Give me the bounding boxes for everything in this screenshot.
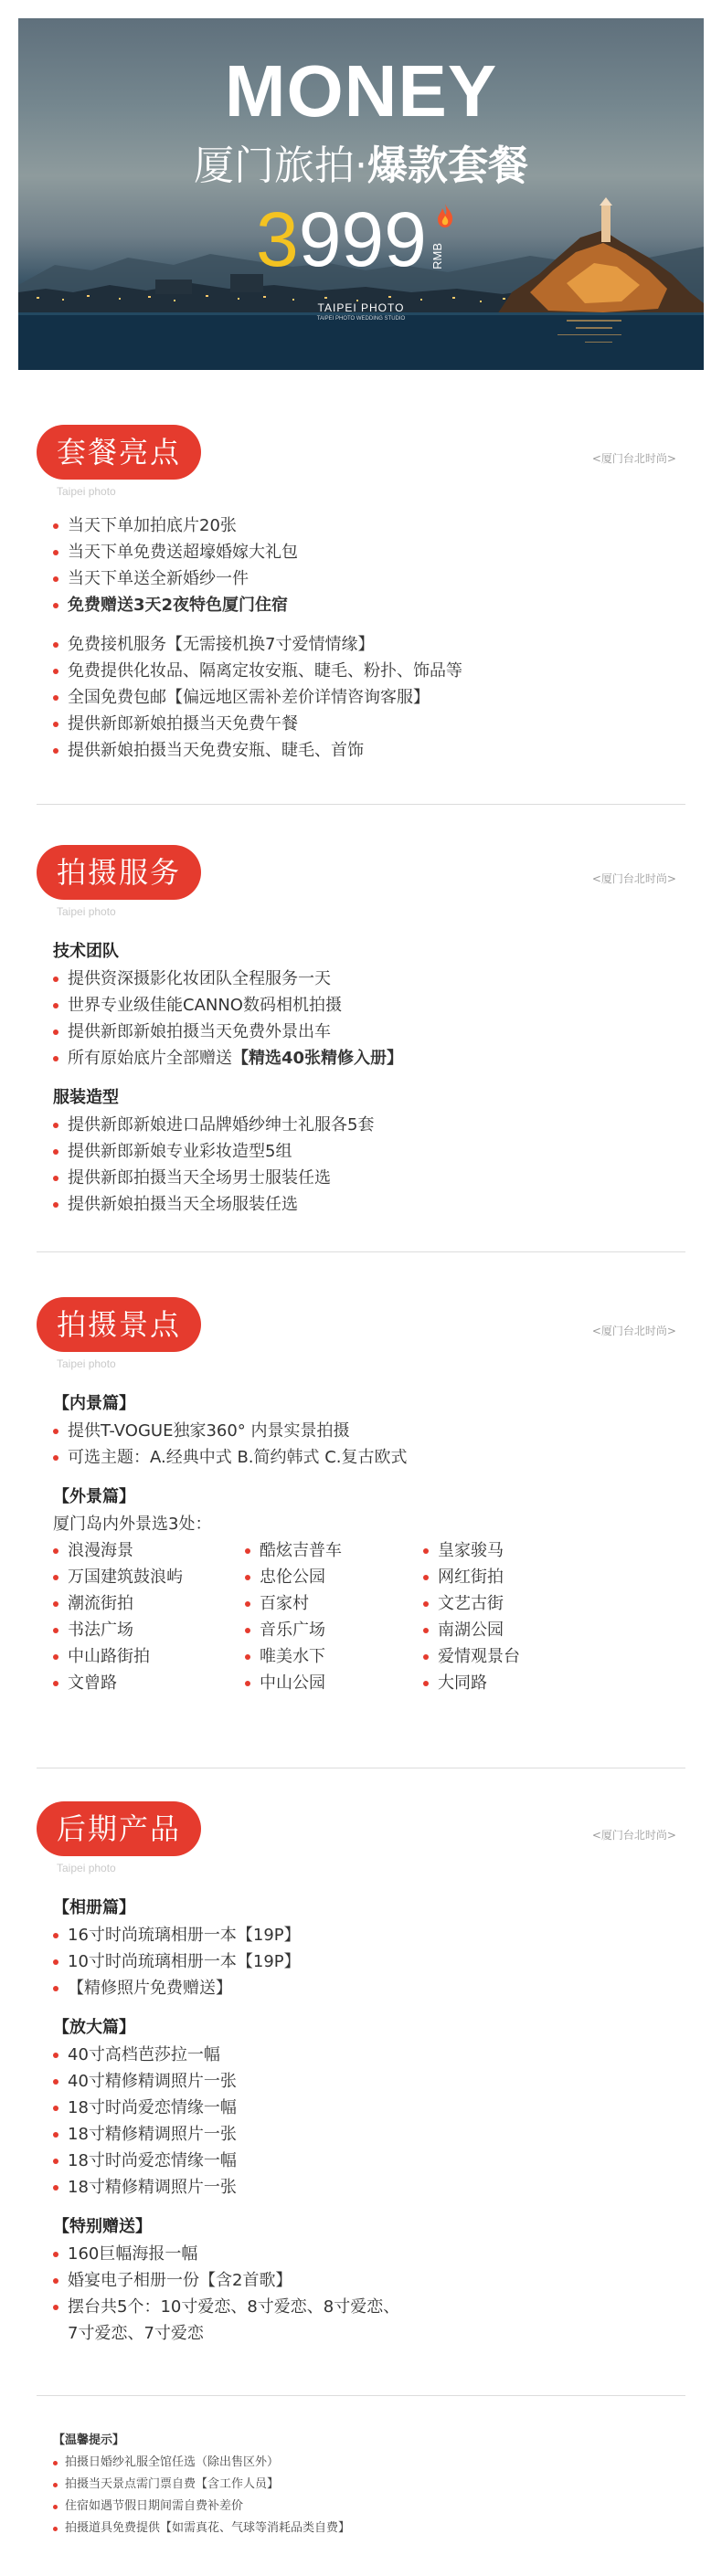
group-title: 【特别赠送】 xyxy=(53,2217,152,2236)
section-subtitle: Taipei photo xyxy=(57,1862,116,1874)
section-tag: <厦门台北时尚> xyxy=(591,452,676,465)
bullet-icon xyxy=(53,1202,58,1208)
bullet-icon xyxy=(245,1681,250,1686)
bullet-icon xyxy=(245,1628,250,1633)
section-tag: <厦门台北时尚> xyxy=(591,872,676,885)
section-service xyxy=(0,845,722,1247)
section-tag: <厦门台北时尚> xyxy=(591,1829,676,1842)
list-item: 18寸时尚爱恋情缘一幅 xyxy=(53,2148,684,2174)
list-item: 文艺古街 xyxy=(423,1590,606,1617)
list-item: 所有原始底片全部赠送 【精选40张精修入册】 xyxy=(53,1045,684,1072)
bullet-icon xyxy=(245,1575,250,1580)
tip-item: 住宿如遇节假日期间需自费补差价 xyxy=(53,2496,684,2518)
bullet-icon xyxy=(245,1548,250,1554)
bullet-icon xyxy=(53,1681,58,1686)
list-item: 皇家骏马 xyxy=(423,1537,606,1564)
hero-subtitle-right: 爆款套餐 xyxy=(367,143,528,189)
bullet-icon xyxy=(53,1429,58,1434)
bullet-icon xyxy=(53,2461,58,2465)
bullet-icon xyxy=(53,1959,58,1965)
list-item: 提供新郎新娘拍摄当天免费午餐 xyxy=(53,711,684,737)
list-item: 百家村 xyxy=(245,1590,423,1617)
bullet-icon xyxy=(423,1601,429,1607)
section-title-pill: 拍摄服务 xyxy=(37,845,201,900)
group-title: 服装造型 xyxy=(53,1088,119,1107)
bullet-icon xyxy=(53,2185,58,2191)
list-item: 可选主题：A.经典中式 B.简约韩式 C.复古欧式 xyxy=(53,1444,684,1471)
bullet-icon xyxy=(53,2106,58,2111)
section-subtitle: Taipei photo xyxy=(57,905,116,918)
list-item: 全国免费包邮【偏远地区需补差价详情咨询客服】 xyxy=(53,684,684,711)
list-item: 酷炫吉普车 xyxy=(245,1537,423,1564)
products-list xyxy=(53,1895,684,2347)
list-item: 婚宴电子相册一份【含2首歌】 xyxy=(53,2267,684,2294)
bullet-icon xyxy=(53,550,58,555)
list-item: 爱情观景台 xyxy=(423,1643,606,1670)
tip-item: 拍摄日婚纱礼服全馆任选（除出售区外） xyxy=(53,2452,684,2474)
price-unit: RMB xyxy=(430,243,444,269)
list-item: 忠伦公园 xyxy=(245,1564,423,1590)
bullet-icon xyxy=(423,1575,429,1580)
bullet-icon xyxy=(53,1654,58,1660)
section-divider xyxy=(37,804,685,805)
bullet-icon xyxy=(53,2278,58,2284)
bullet-icon xyxy=(53,523,58,529)
bullet-icon xyxy=(53,2305,58,2310)
bullet-icon xyxy=(423,1548,429,1554)
section-divider xyxy=(37,1251,685,1252)
bullet-icon xyxy=(53,1986,58,1991)
hero-subtitle-sep: · xyxy=(355,143,367,189)
bullet-icon xyxy=(245,1654,250,1660)
section-subtitle: Taipei photo xyxy=(57,485,116,498)
list-item: 免费接机服务【无需接机换7寸爱情情缘】 xyxy=(53,631,684,658)
bullet-icon xyxy=(423,1654,429,1660)
bullet-icon xyxy=(53,2505,58,2509)
tips-notes xyxy=(53,2430,684,2539)
group-title: 技术团队 xyxy=(53,942,119,961)
bullet-icon xyxy=(53,2053,58,2058)
bullet-icon xyxy=(53,1628,58,1633)
list-item: 16寸时尚琉璃相册一本【19P】 xyxy=(53,1922,684,1948)
scenery-list xyxy=(53,1390,684,1696)
hero-price xyxy=(256,196,444,283)
list-item: 40寸高档芭莎拉一幅 xyxy=(53,2042,684,2068)
bullet-icon xyxy=(53,2132,58,2138)
list-item: 摆台共5个：10寸爱恋、8寸爱恋、8寸爱恋、 xyxy=(53,2294,684,2320)
hero-subtitle-left: 厦门旅拍 xyxy=(194,143,355,189)
list-item: 提供新郎新娘拍摄当天免费外景出车 xyxy=(53,1019,684,1045)
outdoor-places-grid xyxy=(53,1537,684,1696)
gift-continuation: 7寸爱恋、7寸爱恋 xyxy=(68,2324,204,2343)
bullet-icon xyxy=(423,1628,429,1633)
tip-item: 拍摄道具免费提供【如需真花、气球等消耗品类自费】 xyxy=(53,2518,684,2539)
list-item: 提供新娘拍摄当天全场服装任选 xyxy=(53,1191,684,1218)
bullet-icon xyxy=(53,1455,58,1461)
section-title-pill: 拍摄景点 xyxy=(37,1297,201,1352)
list-item: 中山公园 xyxy=(245,1670,423,1696)
list-item: 音乐广场 xyxy=(245,1617,423,1643)
bullet-icon xyxy=(53,1003,58,1008)
list-item: 18寸精修精调照片一张 xyxy=(53,2121,684,2148)
section-title-pill: 套餐亮点 xyxy=(37,425,201,480)
bullet-icon xyxy=(423,1681,429,1686)
list-item: 中山路街拍 xyxy=(53,1643,245,1670)
list-item: 18寸时尚爱恋情缘一幅 xyxy=(53,2095,684,2121)
bullet-icon xyxy=(53,722,58,727)
group-title: 【内景篇】 xyxy=(53,1394,135,1413)
list-item: 【精修照片免费赠送】 xyxy=(53,1975,684,2001)
list-item: 提供资深摄影化妆团队全程服务一天 xyxy=(53,966,684,992)
section-products xyxy=(0,1801,722,2386)
bullet-icon xyxy=(53,642,58,648)
list-item: 提供T-VOGUE独家360° 内景实景拍摄 xyxy=(53,1418,684,1444)
list-item: 提供新郎拍摄当天全场男士服装任选 xyxy=(53,1165,684,1191)
bullet-icon xyxy=(53,1601,58,1607)
price-rest-digits: 999 xyxy=(298,196,427,282)
tips-title: 【温馨提示】 xyxy=(53,2433,125,2447)
bullet-icon xyxy=(53,603,58,608)
flame-icon xyxy=(435,203,455,228)
hero-title: MONEY xyxy=(224,50,498,132)
group-title: 【相册篇】 xyxy=(53,1898,135,1917)
hero-banner xyxy=(18,18,704,370)
bullet-icon xyxy=(53,1176,58,1181)
list-item: 40寸精修精调照片一张 xyxy=(53,2068,684,2095)
list-item: 唯美水下 xyxy=(245,1643,423,1670)
list-item: 文曾路 xyxy=(53,1670,245,1696)
bullet-icon xyxy=(53,1056,58,1061)
bullet-icon xyxy=(53,2252,58,2257)
highlights-list xyxy=(53,512,684,764)
list-item: 潮流街拍 xyxy=(53,1590,245,1617)
service-list xyxy=(53,938,684,1218)
list-item: 提供新郎新娘专业彩妆造型5组 xyxy=(53,1138,684,1165)
list-item: 书法广场 xyxy=(53,1617,245,1643)
price-first-digit: 3 xyxy=(256,196,299,282)
list-item: 网红街拍 xyxy=(423,1564,606,1590)
hero-brand-sub: TAIPEI PHOTO WEDDING STUDIO xyxy=(316,316,406,322)
list-item: 浪漫海景 xyxy=(53,1537,245,1564)
list-item: 免费提供化妆品、隔离定妆安瓶、睫毛、粉扑、饰品等 xyxy=(53,658,684,684)
list-item: 万国建筑鼓浪屿 xyxy=(53,1564,245,1590)
bullet-icon xyxy=(53,1575,58,1580)
list-item: 提供新娘拍摄当天免费安瓶、睫毛、首饰 xyxy=(53,737,684,764)
list-item: 提供新郎新娘进口品牌婚纱绅士礼服各5套 xyxy=(53,1112,684,1138)
list-item: 当天下单加拍底片20张 xyxy=(53,512,684,539)
bullet-icon xyxy=(53,669,58,674)
list-item: 18寸精修精调照片一张 xyxy=(53,2174,684,2201)
section-scenery xyxy=(0,1297,722,1754)
bullet-icon xyxy=(53,2079,58,2085)
list-item: 160巨幅海报一幅 xyxy=(53,2241,684,2267)
list-item: 当天下单免费送超壕婚嫁大礼包 xyxy=(53,539,684,565)
bullet-icon xyxy=(245,1601,250,1607)
bullet-icon xyxy=(53,1123,58,1128)
bullet-icon xyxy=(53,1029,58,1035)
section-title-pill: 后期产品 xyxy=(37,1801,201,1856)
hero-brand: TAIPEI PHOTO xyxy=(317,301,405,314)
section-divider xyxy=(37,2395,685,2396)
list-item: 南湖公园 xyxy=(423,1617,606,1643)
tip-item: 拍摄当天景点需门票自费【含工作人员】 xyxy=(53,2474,684,2496)
bullet-icon xyxy=(53,2483,58,2487)
list-item: 当天下单送全新婚纱一件 xyxy=(53,565,684,592)
group-title: 【外景篇】 xyxy=(53,1487,135,1506)
bullet-icon xyxy=(53,748,58,754)
list-item: 10寸时尚琉璃相册一本【19P】 xyxy=(53,1948,684,1975)
outdoor-intro: 厦门岛内外景选3处： xyxy=(53,1515,212,1534)
section-highlights xyxy=(0,425,722,790)
section-tag: <厦门台北时尚> xyxy=(591,1325,676,1337)
section-subtitle: Taipei photo xyxy=(57,1357,116,1370)
bullet-icon xyxy=(53,1149,58,1155)
bullet-icon xyxy=(53,977,58,982)
list-item: 大同路 xyxy=(423,1670,606,1696)
bullet-icon xyxy=(53,1933,58,1938)
bullet-icon xyxy=(53,2159,58,2164)
bullet-icon xyxy=(53,1548,58,1554)
bullet-icon xyxy=(53,695,58,701)
group-title: 【放大篇】 xyxy=(53,2018,135,2037)
bullet-icon xyxy=(53,2527,58,2531)
list-item-highlight: 免费赠送3天2夜特色厦门住宿 xyxy=(53,592,684,618)
hero-subtitle xyxy=(18,143,704,189)
list-item: 世界专业级佳能CANNO数码相机拍摄 xyxy=(53,992,684,1019)
bullet-icon xyxy=(53,576,58,582)
